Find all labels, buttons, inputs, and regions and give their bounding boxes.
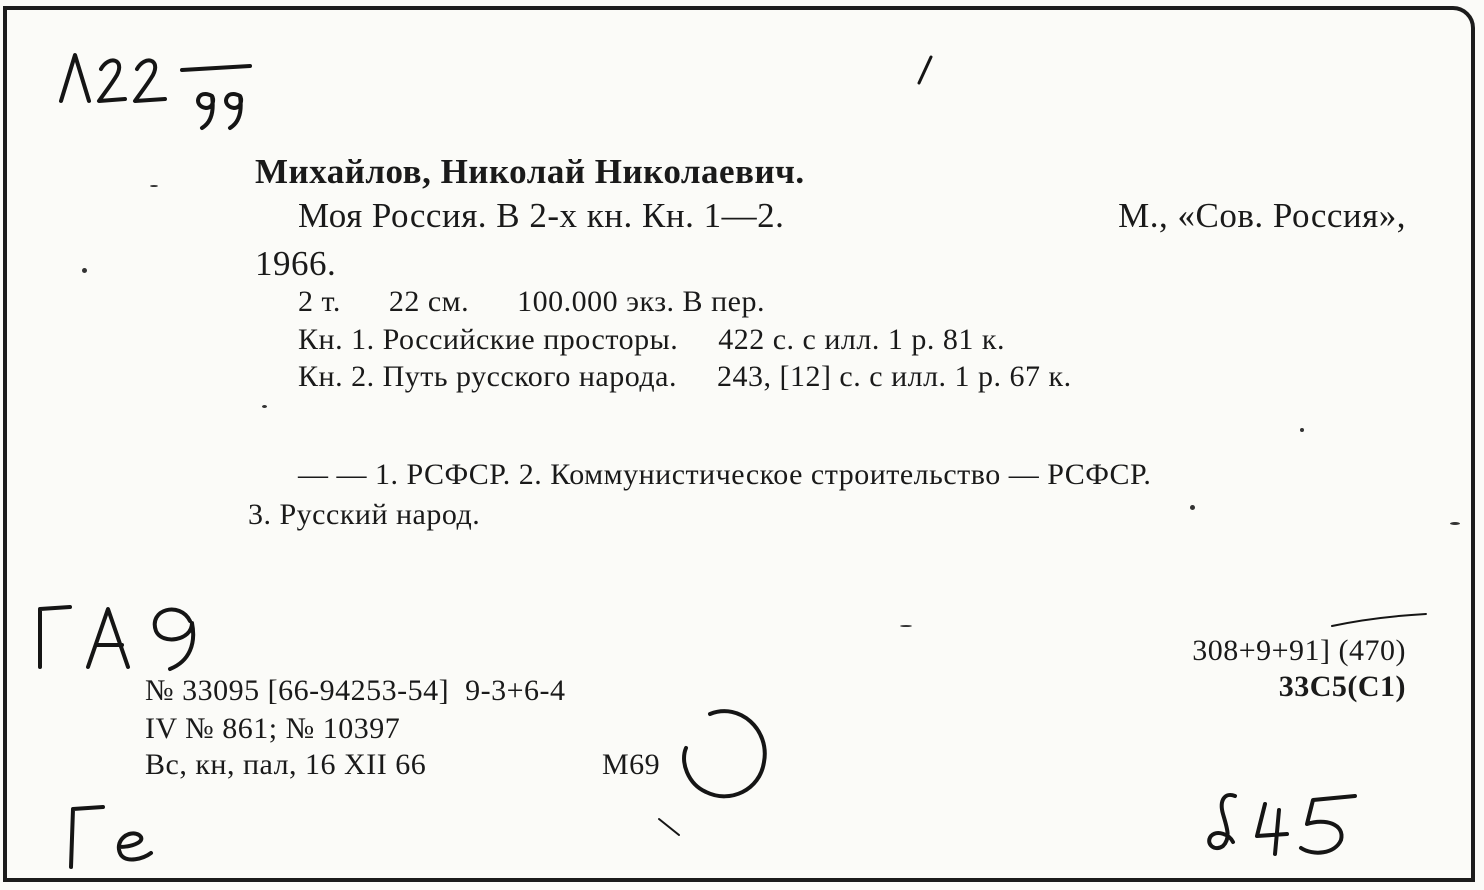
speck bbox=[150, 185, 158, 187]
speck bbox=[900, 625, 912, 627]
print-info: Вс, кн, пал, 16 XII 66 bbox=[145, 748, 427, 781]
physical-description: 2 т. 22 см. 100.000 экз. В пер. bbox=[298, 285, 765, 318]
speck bbox=[1190, 505, 1195, 510]
stamp-code: М69 bbox=[602, 748, 661, 781]
volume-2-entry: Кн. 2. Путь русского народа. 243, [12] с. с илл. 1 р. 67 к. bbox=[298, 360, 1072, 393]
handwritten-99-icon bbox=[178, 58, 258, 138]
classification-index: 308+9+91] (470) bbox=[1192, 634, 1406, 667]
speck bbox=[262, 405, 267, 408]
handwritten-bottom-right-mark bbox=[0, 0, 1, 1]
subject-headings-line-1: — — 1. РСФСР. 2. Коммунистическое строительство — РСФСР. bbox=[298, 458, 1152, 491]
issue-number: IV № 861; № 10397 bbox=[145, 712, 401, 745]
handwritten-top-left-sub bbox=[0, 0, 1, 1]
imprint: М., «Сов. Россия», bbox=[1118, 196, 1406, 235]
speck bbox=[1300, 428, 1304, 432]
handwritten-bottom-left-mark bbox=[0, 0, 1, 1]
handwritten-left-mark bbox=[0, 0, 1, 1]
handwritten-ge-icon bbox=[55, 795, 165, 875]
handwritten-ga9-icon bbox=[30, 595, 220, 680]
title-line: Моя Россия. В 2-х кн. Кн. 1—2. bbox=[298, 196, 785, 235]
speck bbox=[1450, 522, 1460, 525]
pencil-tick-icon bbox=[915, 55, 935, 85]
publication-year: 1966. bbox=[255, 244, 337, 283]
speck bbox=[82, 268, 87, 273]
stamp-circle-icon bbox=[670, 700, 780, 810]
class-code: 33С5(С1) bbox=[1278, 670, 1406, 703]
pencil-stroke-icon bbox=[1330, 610, 1430, 630]
subject-headings-line-2: 3. Русский народ. bbox=[248, 498, 481, 531]
author-heading: Михайлов, Николай Николаевич. bbox=[255, 152, 805, 191]
pencil-dash-icon bbox=[655, 815, 685, 840]
record-number: № 33095 [66-94253-54] 9-3+6-4 bbox=[145, 674, 566, 707]
handwritten-b45-icon bbox=[1195, 780, 1370, 865]
volume-1-entry: Кн. 1. Российские просторы. 422 с. с илл. 1 р. 81 к. bbox=[298, 323, 1005, 356]
handwritten-l22-icon bbox=[55, 45, 185, 115]
handwritten-top-left-mark bbox=[0, 0, 1, 1]
